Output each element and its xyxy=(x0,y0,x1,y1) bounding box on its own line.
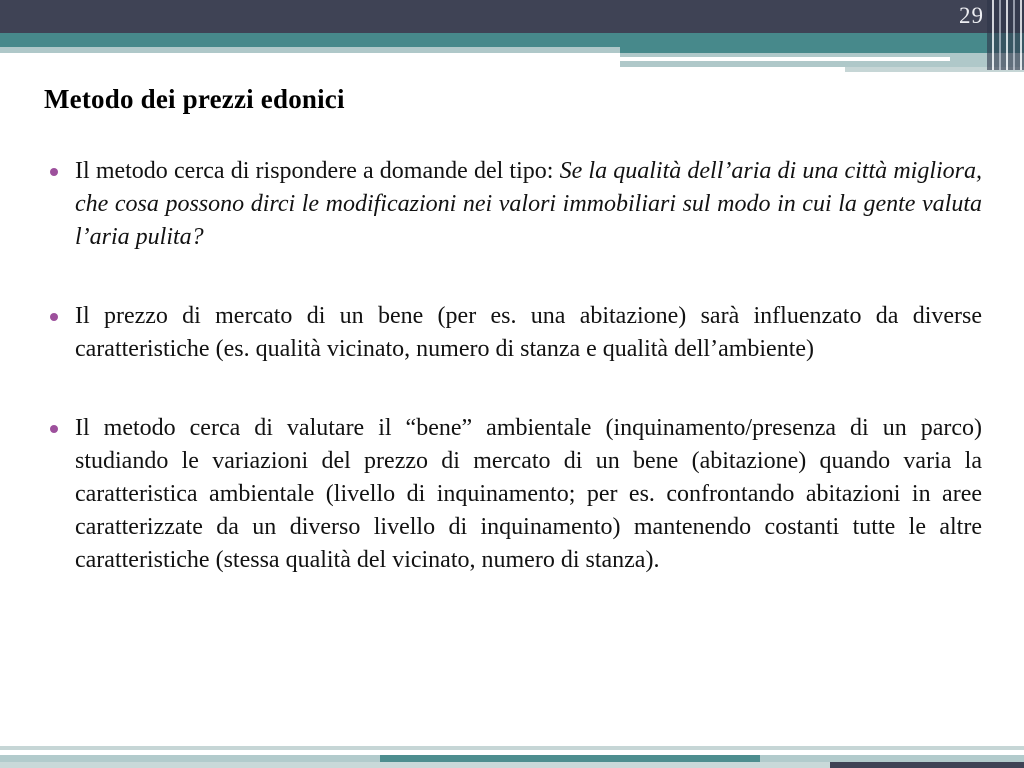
header-vertical-stripes-icon xyxy=(987,0,1024,70)
header-teal-band-right xyxy=(620,33,1024,53)
slide-title: Metodo dei prezzi edonici xyxy=(44,84,345,114)
page-number: 29 xyxy=(959,3,984,28)
bullet-item xyxy=(44,300,982,366)
bullet-text: Il metodo cerca di valutare il “bene” ambientale (inquinamento/presenza di un parco) studiando le variazioni del prezzo di mercato di un bene (abitazione) quando varia la caratteristica ambientale (livello di inquinamento; per es. confrontando abitazioni in aree caratterizzate da un diverso livello di inquinamento) mantenendo costanti tutte le altre caratteristiche (stessa qualità del vicinato, numero di stanza). xyxy=(75,415,982,573)
bullet-text-italic: Se la qualità dell’aria di una città migliora, che cosa possono dirci le modificazioni nei valori immobiliari sul modo in cui la gente valuta l’aria pulita? xyxy=(75,158,983,250)
footer-dark-segment xyxy=(830,762,1024,768)
header-white-stripe xyxy=(620,57,950,61)
header-bar xyxy=(0,0,1024,33)
footer-light-line xyxy=(0,746,1024,750)
bullet-item xyxy=(44,412,982,577)
footer-teal-segment xyxy=(380,755,760,762)
slide-content xyxy=(44,84,982,577)
header-light-band-left xyxy=(0,47,620,53)
bullet-icon xyxy=(50,425,58,433)
bullet-text: Il prezzo di mercato di un bene (per es. una abitazione) sarà influenzato da diverse caratteristiche (es. qualità vicinato, numero di stanza e qualità dell’ambiente) xyxy=(75,303,982,362)
bullet-item xyxy=(44,155,982,254)
bullet-text: Il metodo cerca di rispondere a domande del tipo: xyxy=(75,158,560,184)
bullet-icon xyxy=(50,313,58,321)
bullet-icon xyxy=(50,168,58,176)
